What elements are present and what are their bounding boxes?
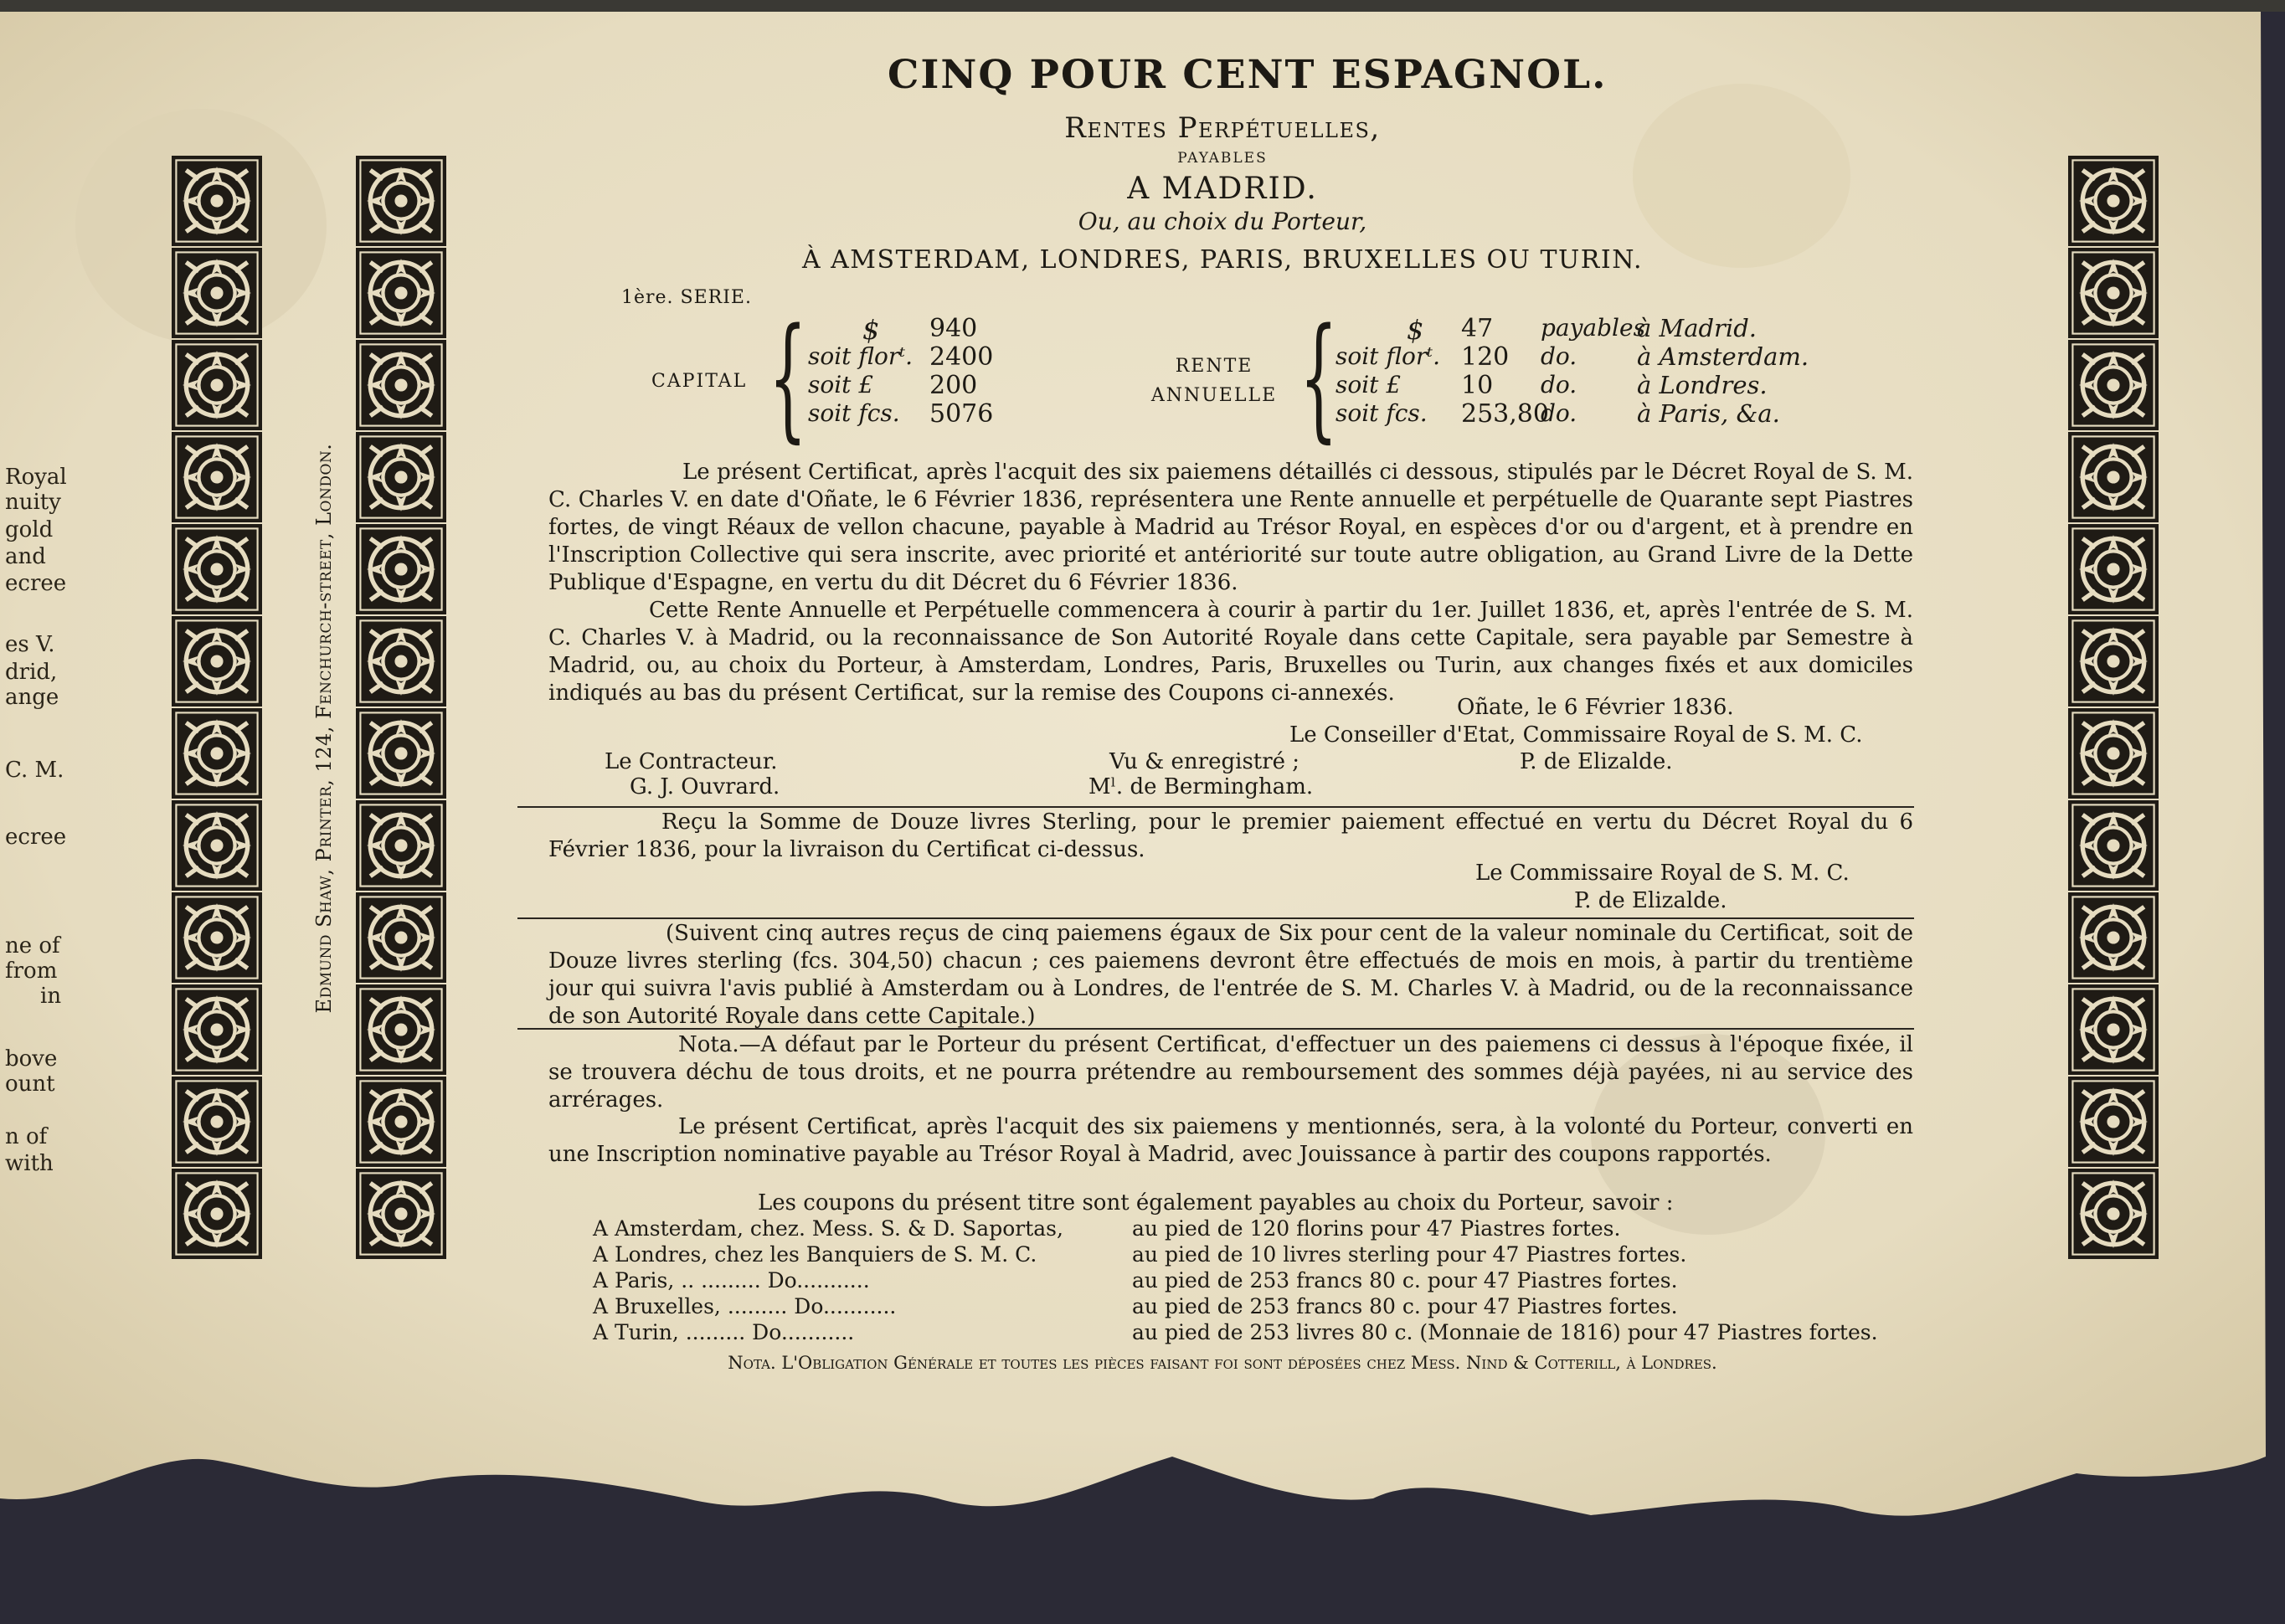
- rente-prefix: $: [1407, 314, 1424, 346]
- paragraph-rente: Cette Rente Annuelle et Perpétuelle commencera à courir à partir du 1er. Juillet 1836, et, après l'entrée de S. M. C. Charles V. à Madrid, ou la reconnaissance de Son Autorité Royale dans cette Capitale, sera payable par Semestre à Madrid, ou, au choix du Porteur, à Amsterdam, Londres, Paris, Bruxelles ou Turin, aux changes fixés et aux domiciles indiqués au bas du présent Certificat, sur la remise des Coupons ci-annexés.: [548, 598, 1913, 706]
- rosette-ornament: [172, 1077, 262, 1167]
- stub-fragment: in: [40, 984, 62, 1009]
- receipt-text: Reçu la Somme de Douze livres Sterling, pour le premier paiement effectué en vertu du Décret Royal du 6 Février 1836, pour la livraison du Certificat ci-dessus.: [548, 809, 1913, 862]
- rosette-ornament: [2068, 524, 2159, 614]
- payable-cities: À AMSTERDAM, LONDRES, PARIS, BRUXELLES OU TURIN.: [801, 245, 1644, 275]
- rosette-ornament: [172, 800, 262, 891]
- capital-prefix: soit florᵗ.: [808, 342, 913, 370]
- rosette-ornament: [172, 708, 262, 799]
- rosette-ornament: [172, 1169, 262, 1259]
- signature-elizalde: P. de Elizalde.: [1520, 749, 1673, 774]
- rule-3: [517, 1028, 1914, 1030]
- coupon-place: A Londres, chez les Banquiers de S. M. C.: [593, 1242, 1037, 1267]
- capital-brace: {: [769, 299, 807, 455]
- a-madrid: A MADRID.: [1127, 172, 1318, 206]
- rente-label: RENTE: [1175, 356, 1253, 377]
- rente-amount: 47: [1461, 314, 1494, 343]
- following-receipts: (Suivent cinq autres reçus de cinq paiemens égaux de Six pour cent de la valeur nominale du Certificat, soit de Douze livres sterling (fcs. 304,50) chacun ; ces paiemens devront être effectués de mois en mois, à partir du trentième jour qui suivra l'avis publié à Amsterdam ou à Londres, de l'entrée de S. M. Charles V. à Madrid, ou de la reconnaissance de son Autorité Royale dans cette Capitale.): [548, 921, 1913, 1029]
- coupon-terms: au pied de 120 florins pour 47 Piastres fortes.: [1132, 1216, 1621, 1241]
- rosette-ornament: [2068, 616, 2159, 707]
- coupon-place: A Bruxelles, ......... Do...........: [593, 1294, 897, 1318]
- stub-fragment: gold: [5, 517, 54, 542]
- nota-forfeiture: Nota.—A défaut par le Porteur du présent Certificat, d'effectuer un des paiemens ci dessus à l'époque fixée, il se trouvera déchu de tous droits, et ne pourra prétendre au remboursement des sommes déjà payées, ni au service des arrérages.: [548, 1032, 1913, 1113]
- stub-fragment: ecree: [5, 825, 67, 850]
- coupon-terms: au pied de 253 francs 80 c. pour 47 Piastres fortes.: [1132, 1268, 1678, 1293]
- conversion-paragraph: Le présent Certificat, après l'acquit des six paiemens y mentionnés, sera, à la volonté du Porteur, converti en une Inscription nominative payable au Trésor Royal à Madrid, avec Jouissance à partir des coupons rapportés.: [548, 1114, 1913, 1167]
- serie-label: 1ère. SERIE.: [621, 287, 752, 308]
- rosette-ornament: [356, 432, 446, 522]
- coupon-terms: au pied de 253 livres 80 c. (Monnaie de 1816) pour 47 Piastres fortes.: [1132, 1320, 1878, 1344]
- rosette-ornament: [356, 1169, 446, 1259]
- rente-brace: {: [1299, 299, 1338, 455]
- stub-fragment: and: [5, 544, 46, 569]
- rosette-ornament: [172, 248, 262, 338]
- rosette-ornament: [172, 892, 262, 983]
- receipt-commissaire: Le Commissaire Royal de S. M. C.: [1475, 861, 1850, 886]
- certificate-title: CINQ POUR CENT ESPAGNOL.: [888, 52, 1608, 98]
- rente-prefix: soit fcs.: [1335, 399, 1428, 427]
- rente-unit: do.: [1541, 371, 1577, 398]
- annuelle-label: ANNUELLE: [1150, 385, 1278, 406]
- stub-fragment: nuity: [5, 490, 61, 515]
- stub-fragment: Royal: [5, 465, 67, 490]
- conseiller-title: Le Conseiller d'Etat, Commissaire Royal de S. M. C.: [1289, 722, 1863, 748]
- stub-fragment: from: [5, 958, 58, 984]
- rosette-ornament: [2068, 432, 2159, 522]
- rosette-ornament: [172, 432, 262, 522]
- capital-value: 2400: [929, 342, 994, 372]
- rosette-ornament: [2068, 892, 2159, 983]
- rente-unit: do.: [1541, 342, 1577, 370]
- capital-prefix: $: [862, 314, 880, 346]
- rosette-ornament: [356, 340, 446, 430]
- rosette-ornament: [2068, 1169, 2159, 1259]
- rosette-ornament: [356, 892, 446, 983]
- rente-place: à Madrid.: [1637, 314, 1757, 342]
- coupon-place: A Turin, ......... Do...........: [593, 1320, 855, 1344]
- rosette-ornament: [2068, 1077, 2159, 1167]
- rule-1: [517, 806, 1914, 808]
- rentes-perpetuelles: Rentes Perpétuelles,: [1064, 111, 1381, 145]
- rente-place: à Amsterdam.: [1637, 342, 1809, 371]
- rente-amount: 120: [1461, 342, 1510, 372]
- coupons-intro: Les coupons du présent titre sont également payables au choix du Porteur, savoir :: [758, 1190, 1674, 1215]
- rente-prefix: soit £: [1335, 371, 1402, 398]
- stub-fragment: drid,: [5, 660, 58, 685]
- stub-fragment: n of: [5, 1124, 48, 1149]
- capital-value: 200: [929, 371, 978, 400]
- rosette-ornament: [356, 156, 446, 246]
- coupon-place: A Paris, .. ......... Do...........: [593, 1268, 870, 1293]
- coupon-terms: au pied de 253 francs 80 c. pour 47 Piastres fortes.: [1132, 1294, 1678, 1318]
- rosette-ornament: [2068, 248, 2159, 338]
- capital-prefix: soit £: [808, 371, 874, 398]
- vu-enregistre: Vu & enregistré ;: [1109, 749, 1300, 774]
- rosette-ornament: [2068, 708, 2159, 799]
- stub-fragment: with: [5, 1151, 54, 1176]
- rosette-ornament: [2068, 156, 2159, 246]
- stub-fragment: ange: [5, 685, 59, 710]
- stub-fragment: C. M.: [5, 758, 64, 783]
- paragraph-certificate: Le présent Certificat, après l'acquit des six paiemens détaillés ci dessous, stipulés par le Décret Royal de S. M. C. Charles V. en date d'Oñate, le 6 Février 1836, représentera une Rente annuelle et perpétuelle de Quarante sept Piastres fortes, de vingt Réaux de vellon chacune, payable à Madrid au Trésor Royal, en espèces d'or ou d'argent, et à prendre en l'Inscription Collective qui sera inscrite, avec priorité et antériorité sur toute autre obligation, au Grand Livre de la Dette Publique d'Espagne, en vertu du dit Décret du 6 Février 1836.: [548, 460, 1913, 595]
- rente-unit: do.: [1541, 399, 1577, 427]
- signature-ouvrard: G. J. Ouvrard.: [630, 774, 780, 799]
- payables-label: PAYABLES: [1177, 150, 1268, 167]
- rule-2: [517, 917, 1914, 919]
- capital-label: CAPITAL: [651, 371, 748, 392]
- rente-amount: 10: [1461, 371, 1494, 400]
- rosette-ornament: [356, 248, 446, 338]
- rosette-ornament: [356, 524, 446, 614]
- rente-unit: payables: [1541, 314, 1645, 342]
- rente-amount: 253,80: [1461, 399, 1549, 429]
- rosette-ornament: [356, 616, 446, 707]
- contracteur-title: Le Contracteur.: [605, 749, 778, 774]
- stub-fragment: ount: [5, 1072, 55, 1097]
- rosette-ornament: [172, 156, 262, 246]
- capital-value: 5076: [929, 399, 994, 429]
- capital-value: 940: [929, 314, 978, 343]
- au-choix-du-porteur: Ou, au choix du Porteur,: [1078, 208, 1367, 235]
- rosette-ornament: [356, 1077, 446, 1167]
- coupon-terms: au pied de 10 livres sterling pour 47 Piastres fortes.: [1132, 1242, 1687, 1267]
- rosette-ornament: [2068, 340, 2159, 430]
- rosette-ornament: [2068, 984, 2159, 1075]
- rente-prefix: soit florᵗ.: [1335, 342, 1441, 370]
- rosette-ornament: [172, 524, 262, 614]
- rosette-ornament: [172, 616, 262, 707]
- nota-deposit: Nota. L'Obligation Générale et toutes les pièces faisant foi sont déposées chez Mess. Nind & Cotterill, à Londres.: [728, 1353, 1717, 1373]
- printer-credit: Edmund Shaw, Printer, 124, Fenchurch-street, London.: [312, 443, 336, 1014]
- stub-fragment: bove: [5, 1046, 58, 1072]
- rosette-ornament: [356, 984, 446, 1075]
- rosette-ornament: [172, 984, 262, 1075]
- capital-prefix: soit fcs.: [808, 399, 900, 427]
- receipt-elizalde: P. de Elizalde.: [1574, 888, 1727, 913]
- stub-fragment: es V.: [5, 632, 55, 657]
- place-date: Oñate, le 6 Février 1836.: [1457, 695, 1734, 720]
- rosette-ornament: [172, 340, 262, 430]
- rosette-ornament: [356, 708, 446, 799]
- rente-place: à Paris, &a.: [1637, 399, 1780, 428]
- stub-fragment: ecree: [5, 571, 67, 596]
- rosette-ornament: [2068, 800, 2159, 891]
- signature-bermingham: Mˡ. de Bermingham.: [1088, 774, 1314, 799]
- rosette-ornament: [356, 800, 446, 891]
- coupon-place: A Amsterdam, chez. Mess. S. & D. Saportas,: [593, 1216, 1063, 1241]
- stub-fragment: ne of: [5, 933, 60, 958]
- rente-place: à Londres.: [1637, 371, 1768, 399]
